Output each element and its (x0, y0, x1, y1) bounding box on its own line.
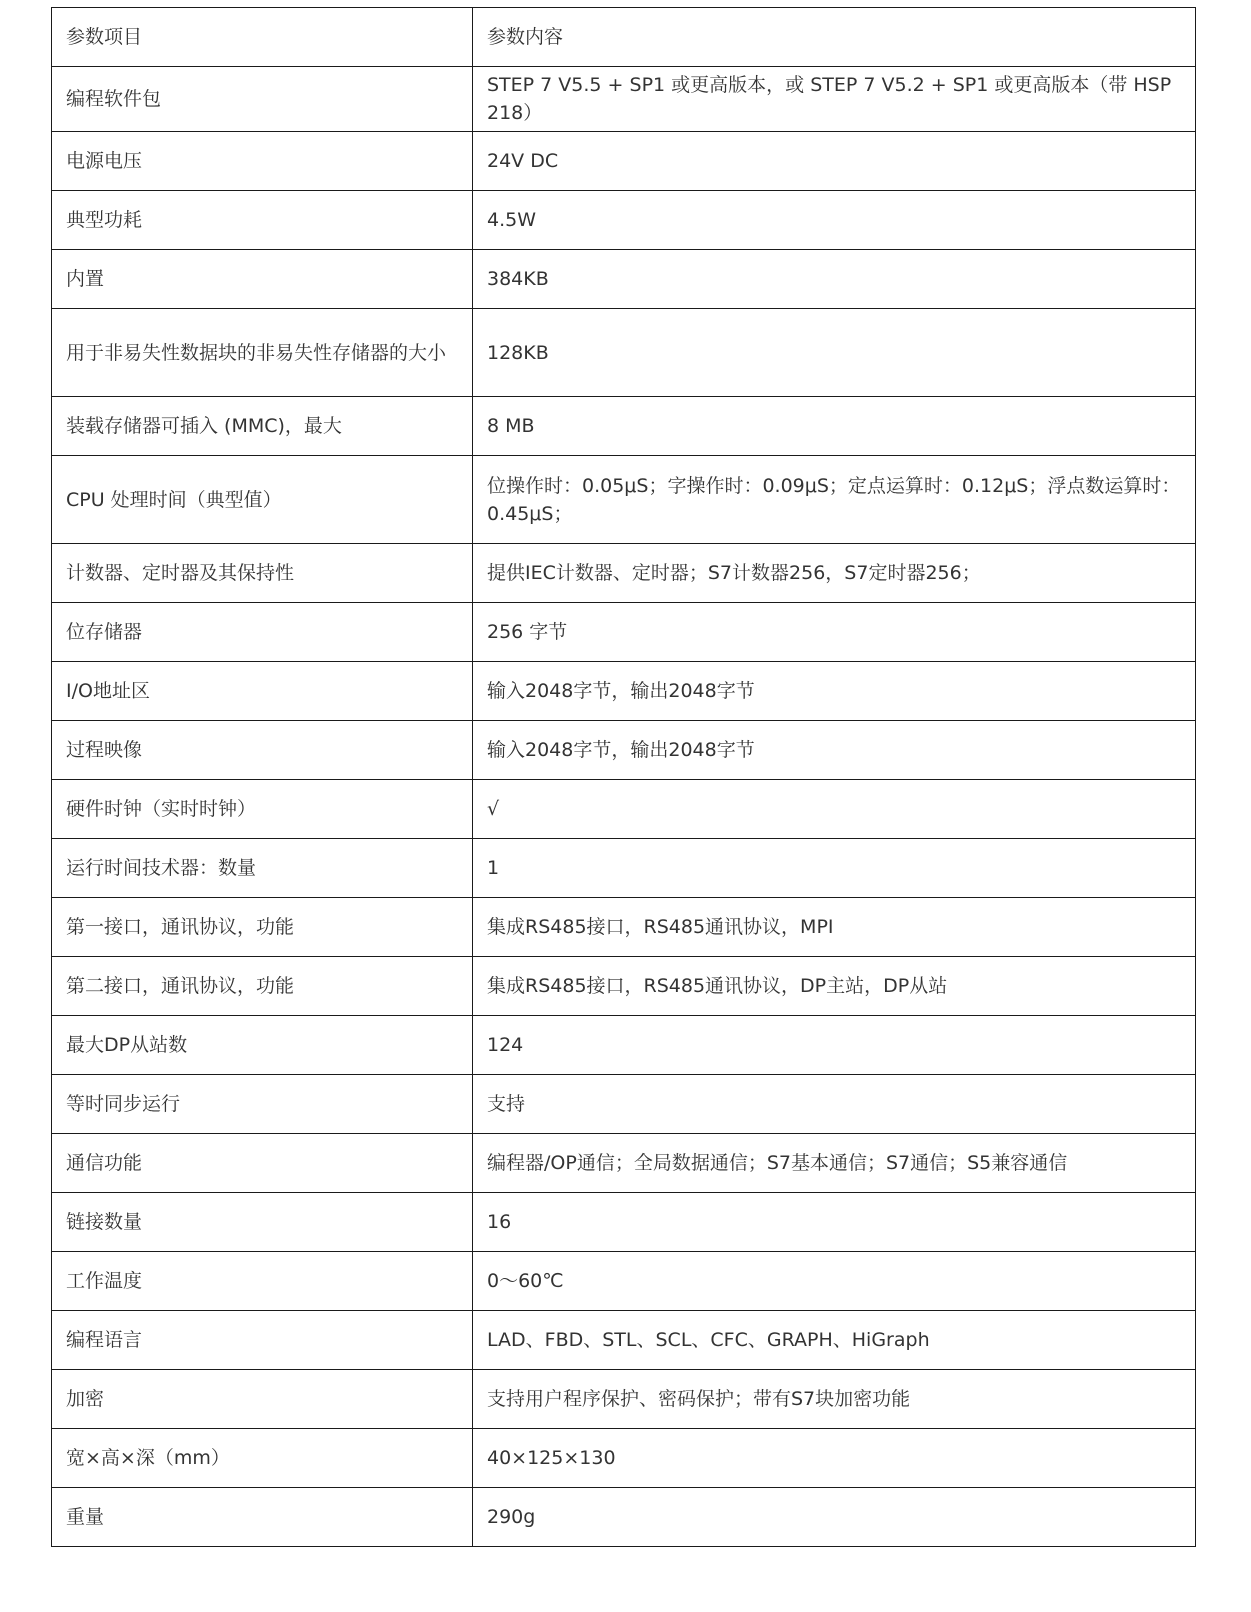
param-cell: 宽×高×深（mm） (52, 1429, 473, 1488)
value-cell: √ (473, 780, 1196, 839)
table-row (52, 898, 1196, 957)
table-row (52, 544, 1196, 603)
table-row (52, 1252, 1196, 1311)
value-cell: 8 MB (473, 397, 1196, 456)
table-header-row (52, 8, 1196, 67)
table-row (52, 67, 1196, 132)
param-cell: 第一接口，通讯协议，功能 (52, 898, 473, 957)
param-cell: I/O地址区 (52, 662, 473, 721)
value-cell: 290g (473, 1488, 1196, 1547)
value-cell: 256 字节 (473, 603, 1196, 662)
param-cell: 工作温度 (52, 1252, 473, 1311)
param-cell: 用于非易失性数据块的非易失性存储器的大小 (52, 309, 473, 397)
value-cell: 40×125×130 (473, 1429, 1196, 1488)
table-row (52, 839, 1196, 898)
table-row (52, 1370, 1196, 1429)
table-row (52, 603, 1196, 662)
table-row (52, 1134, 1196, 1193)
spec-table-body (52, 8, 1196, 1547)
table-row (52, 191, 1196, 250)
param-cell: 装载存储器可插入 (MMC)，最大 (52, 397, 473, 456)
value-cell: 输入2048字节，输出2048字节 (473, 662, 1196, 721)
param-cell: 典型功耗 (52, 191, 473, 250)
param-cell: 最大DP从站数 (52, 1016, 473, 1075)
param-cell: 位存储器 (52, 603, 473, 662)
param-cell: 硬件时钟（实时时钟） (52, 780, 473, 839)
table-row (52, 132, 1196, 191)
table-row (52, 721, 1196, 780)
param-cell: 运行时间技术器：数量 (52, 839, 473, 898)
param-cell: 重量 (52, 1488, 473, 1547)
value-cell: 16 (473, 1193, 1196, 1252)
param-cell: 过程映像 (52, 721, 473, 780)
value-cell: 384KB (473, 250, 1196, 309)
table-row (52, 250, 1196, 309)
spec-table (51, 7, 1196, 1547)
table-row (52, 1193, 1196, 1252)
value-cell: 124 (473, 1016, 1196, 1075)
param-cell: 计数器、定时器及其保持性 (52, 544, 473, 603)
param-cell: 通信功能 (52, 1134, 473, 1193)
table-row (52, 1488, 1196, 1547)
value-cell: 集成RS485接口，RS485通讯协议，MPI (473, 898, 1196, 957)
param-cell: 内置 (52, 250, 473, 309)
table-row (52, 1429, 1196, 1488)
table-row (52, 397, 1196, 456)
value-cell: 1 (473, 839, 1196, 898)
param-cell: 电源电压 (52, 132, 473, 191)
value-cell: 支持 (473, 1075, 1196, 1134)
param-cell: 链接数量 (52, 1193, 473, 1252)
value-cell: 128KB (473, 309, 1196, 397)
table-row (52, 957, 1196, 1016)
param-cell: 编程语言 (52, 1311, 473, 1370)
value-cell: 集成RS485接口，RS485通讯协议，DP主站，DP从站 (473, 957, 1196, 1016)
param-cell: 第二接口，通讯协议，功能 (52, 957, 473, 1016)
param-cell: 加密 (52, 1370, 473, 1429)
value-cell: 编程器/OP通信；全局数据通信；S7基本通信；S7通信；S5兼容通信 (473, 1134, 1196, 1193)
value-cell: 支持用户程序保护、密码保护；带有S7块加密功能 (473, 1370, 1196, 1429)
param-cell: 等时同步运行 (52, 1075, 473, 1134)
table-row (52, 1016, 1196, 1075)
value-cell: 位操作时：0.05μS；字操作时：0.09μS；定点运算时：0.12μS；浮点数运算时：0.45μS； (473, 456, 1196, 544)
header-param-cell: 参数项目 (52, 8, 473, 67)
value-cell: 0～60℃ (473, 1252, 1196, 1311)
value-cell: 输入2048字节，输出2048字节 (473, 721, 1196, 780)
table-row (52, 1075, 1196, 1134)
table-row (52, 309, 1196, 397)
table-row (52, 662, 1196, 721)
value-cell: LAD、FBD、STL、SCL、CFC、GRAPH、HiGraph (473, 1311, 1196, 1370)
value-cell: 24V DC (473, 132, 1196, 191)
param-cell: 编程软件包 (52, 67, 473, 132)
table-row (52, 1311, 1196, 1370)
table-row (52, 780, 1196, 839)
value-cell: 4.5W (473, 191, 1196, 250)
param-cell: CPU 处理时间（典型值） (52, 456, 473, 544)
value-cell: STEP 7 V5.5 + SP1 或更高版本，或 STEP 7 V5.2 + SP1 或更高版本（带 HSP 218） (473, 67, 1196, 132)
table-row (52, 456, 1196, 544)
value-cell: 提供IEC计数器、定时器；S7计数器256，S7定时器256； (473, 544, 1196, 603)
header-value-cell: 参数内容 (473, 8, 1196, 67)
